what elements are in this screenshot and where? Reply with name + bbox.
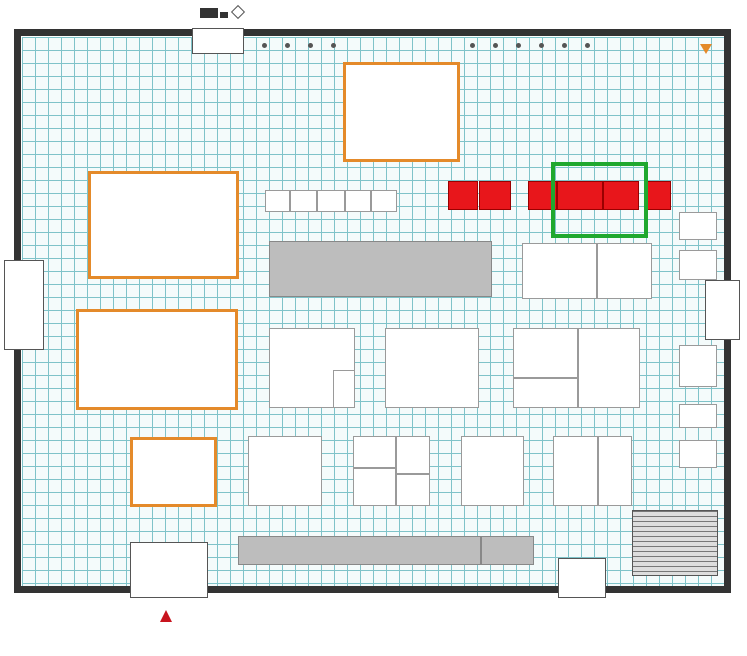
- main-entrance-door[interactable]: [130, 542, 208, 598]
- door-top[interactable]: [192, 28, 244, 54]
- top-booth-1[interactable]: [265, 190, 290, 212]
- booth-oek-left[interactable]: [522, 243, 597, 299]
- booth-mzei[interactable]: [679, 440, 717, 468]
- fiber-optic-zone[interactable]: [269, 241, 492, 297]
- booth-summgait-2[interactable]: [333, 370, 355, 408]
- truck-wheel-icon: [220, 12, 228, 18]
- booth-oek[interactable]: [597, 243, 652, 299]
- booth-electro[interactable]: [396, 436, 430, 474]
- booth-transenergo[interactable]: [553, 436, 598, 506]
- booth-ul[interactable]: [513, 378, 578, 408]
- booth-a2[interactable]: [479, 181, 511, 210]
- truck-icon: [200, 8, 218, 18]
- top-booth-3[interactable]: [317, 190, 345, 212]
- column-dot: [516, 43, 521, 48]
- coffee-tea-zone[interactable]: [343, 62, 460, 162]
- organisers-office[interactable]: [88, 171, 239, 279]
- top-booth-2[interactable]: [290, 190, 317, 212]
- booth-evrotek[interactable]: [353, 468, 396, 506]
- package-icon: [231, 5, 245, 19]
- door-right[interactable]: [705, 280, 740, 340]
- column-dot: [493, 43, 498, 48]
- booth-energomet[interactable]: [679, 345, 717, 387]
- booth-alroc[interactable]: [513, 328, 578, 378]
- wall-top: [14, 29, 731, 36]
- column-dot: [285, 43, 290, 48]
- column-dot: [585, 43, 590, 48]
- booth-global[interactable]: [598, 436, 632, 506]
- booth-himmash[interactable]: [248, 436, 322, 506]
- column-dot: [262, 43, 267, 48]
- booth-a6[interactable]: [645, 181, 671, 210]
- pavilion-title: [20, 3, 29, 25]
- booth-sercons[interactable]: [679, 404, 717, 428]
- booth-micromesh[interactable]: [353, 436, 396, 468]
- arrow-icon: [700, 44, 712, 54]
- booth-symmetron[interactable]: [461, 436, 524, 506]
- booth-almaz[interactable]: [679, 212, 717, 240]
- column-dot: [539, 43, 544, 48]
- wc-stairs: [632, 510, 718, 576]
- booth-a1[interactable]: [448, 181, 478, 210]
- column-dot: [331, 43, 336, 48]
- entrance-arrow-icon: [160, 610, 172, 622]
- column-dot: [562, 43, 567, 48]
- pitch-project-zone[interactable]: [238, 536, 481, 565]
- top-booth-4[interactable]: [345, 190, 371, 212]
- booth-tdm[interactable]: [578, 328, 640, 408]
- door-left[interactable]: [4, 260, 44, 350]
- column-dot: [308, 43, 313, 48]
- registration-zone[interactable]: [130, 437, 217, 507]
- wall-bottom: [14, 586, 731, 593]
- highlight-box: [551, 162, 648, 238]
- conference-hall[interactable]: [76, 309, 238, 410]
- booth-baltic[interactable]: [396, 474, 430, 506]
- booth-euroline[interactable]: [679, 250, 717, 280]
- booth-repl[interactable]: [385, 328, 479, 408]
- booth-direct-electric[interactable]: [481, 536, 534, 565]
- top-booth-5[interactable]: [371, 190, 397, 212]
- exit-door-right[interactable]: [558, 558, 606, 598]
- column-dot: [470, 43, 475, 48]
